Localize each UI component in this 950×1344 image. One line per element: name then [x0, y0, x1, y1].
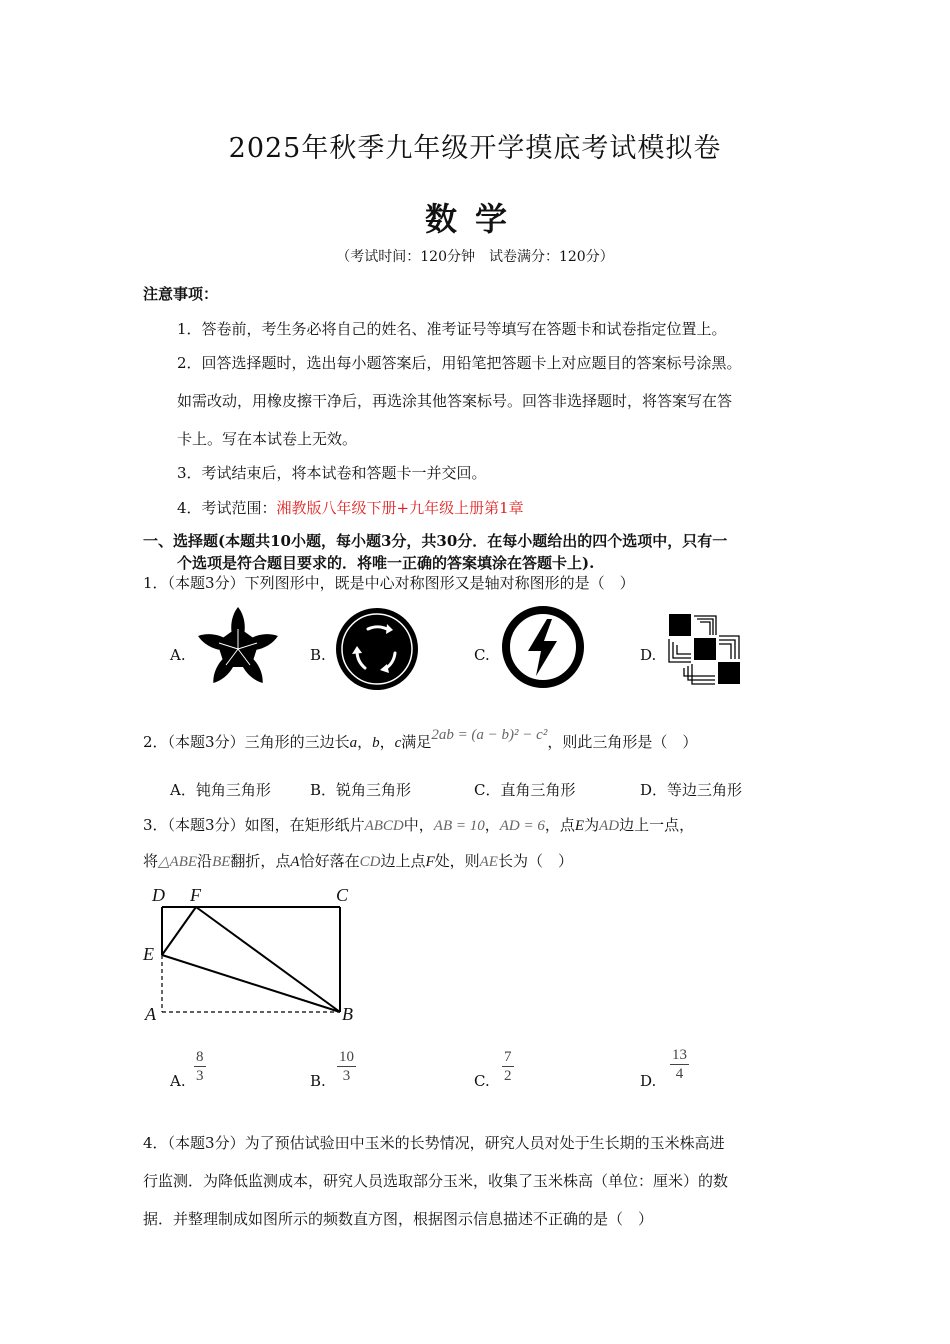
q1-option-b-recycle-arrows-icon	[335, 607, 419, 691]
q3-text-4: ，点	[544, 816, 575, 834]
q1-option-d-squares-icon	[667, 612, 743, 686]
q3-label-f: F	[190, 885, 201, 905]
q3-point-f: F	[425, 854, 435, 870]
subject-title: 数学	[424, 200, 525, 238]
q3-l2-text-3: 翻折，点	[230, 852, 291, 870]
exam-scope: 湘教版八年级下册+九年级上册第1章	[276, 499, 524, 517]
q3-l2-text-2: 沿	[197, 852, 213, 870]
q2-suffix: ，则此三角形是（ ）	[547, 733, 698, 751]
q3-option-a-fraction	[194, 1048, 206, 1085]
note-item-2-cont: 如需改动，用橡皮擦干净后，再选涂其他答案标号。回答非选择题时，将答案写在答	[177, 392, 733, 410]
section1-line1: 一、选择题(本题共10小题，每小题3分，共30分．在每小题给出的四个选项中，只有一	[143, 532, 728, 550]
q3-line-be: BE	[212, 854, 231, 870]
q3-option-b-num: 10	[339, 1049, 354, 1065]
q2-option-c: C．直角三角形	[474, 781, 576, 799]
q3-label-d: D	[152, 885, 165, 905]
q3-side-ad: AD	[599, 818, 620, 834]
q3-segment-ae: AE	[479, 854, 498, 870]
q3-option-d-num: 13	[672, 1047, 687, 1063]
q3-label-b: B	[342, 1004, 353, 1024]
q2-option-a: A．钝角三角形	[170, 781, 271, 799]
q3-text-2: 中，	[403, 816, 434, 834]
note-item-4	[177, 497, 524, 518]
q3-option-b-label: B.	[310, 1072, 326, 1090]
q2-prefix: 2．（本题3分）三角形的三边长	[143, 733, 350, 751]
q2-stem	[143, 727, 698, 752]
q3-option-b-den: 3	[342, 1068, 351, 1084]
note-item-4-label: 4．考试范围：	[177, 499, 277, 517]
q3-point-a: A	[290, 854, 300, 870]
q2-option-d: D．等边三角形	[640, 781, 743, 799]
q1-stem: 1．（本题3分）下列图形中，既是中心对称图形又是轴对称图形的是（ ）	[143, 574, 635, 592]
q3-text-6: 边上一点，	[619, 816, 695, 834]
q3-text-5: 为	[584, 816, 600, 834]
q3-l2-text-1: 将	[143, 852, 159, 870]
q3-stem-line2	[143, 850, 573, 871]
q3-option-c-num: 7	[504, 1049, 512, 1065]
q1-option-c-label: C.	[474, 646, 490, 664]
note-item-3: 3．考试结束后，将本试卷和答题卡一并交回。	[177, 464, 487, 482]
q3-option-b-fraction	[337, 1048, 356, 1085]
q3-option-c-label: C.	[474, 1072, 490, 1090]
q3-point-e: E	[574, 818, 585, 834]
section1-line2: 个选项是符合题目要求的．将唯一正确的答案填涂在答题卡上).	[177, 554, 595, 572]
q1-option-a-star-flower-icon	[195, 604, 281, 686]
q3-option-c-den: 2	[504, 1068, 512, 1084]
q3-l2-text-6: 处，则	[434, 852, 480, 870]
q4-stem-line2: 行监测．为降低监测成本，研究人员选取部分玉米，收集了玉米株高（单位：厘米）的数	[143, 1172, 729, 1190]
q3-option-a-num: 8	[196, 1049, 204, 1065]
note-item-2-cont2: 卡上。写在本试卷上无效。	[177, 430, 358, 448]
q3-ad-length: AD = 6	[499, 818, 545, 834]
q3-l2-text-7: 长为（ ）	[497, 852, 573, 870]
notes-heading: 注意事项：	[143, 285, 219, 303]
q2-sep2: ，	[379, 733, 395, 751]
q2-var-b: b	[372, 735, 380, 751]
q3-text-3: ，	[484, 816, 500, 834]
note-item-1: 1．答卷前，考生务必将自己的姓名、准考证号等填写在答题卡和试卷指定位置上。	[177, 320, 727, 338]
q1-option-b-label: B.	[310, 646, 326, 664]
q4-stem-line1: 4．（本题3分）为了预估试验田中玉米的长势情况，研究人员对处于生长期的玉米株高进	[143, 1134, 725, 1152]
q1-option-c-lightning-icon	[500, 604, 586, 690]
q1-option-d-label: D.	[640, 646, 657, 664]
exam-time-info: （考试时间：120分钟 试卷满分：120分）	[336, 249, 614, 265]
q3-label-e: E	[143, 944, 154, 964]
q2-formula: 2ab = (a − b)² − c²	[431, 727, 548, 743]
q4-stem-line3: 据．并整理制成如图所示的频数直方图，根据图示信息描述不正确的是（ ）	[143, 1210, 654, 1228]
q3-side-cd: CD	[359, 854, 381, 870]
q3-option-a-label: A.	[170, 1072, 186, 1090]
q3-label-c: C	[336, 885, 349, 905]
q2-option-b: B．锐角三角形	[310, 781, 412, 799]
note-item-2: 2．回答选择题时，选出每小题答案后，用铅笔把答题卡上对应题目的答案标号涂黑。	[177, 354, 742, 372]
q3-option-a-den: 3	[196, 1068, 204, 1084]
q3-l2-text-4: 恰好落在	[299, 852, 360, 870]
q3-text-1: 3．（本题3分）如图，在矩形纸片	[143, 816, 365, 834]
q3-option-d-label: D.	[640, 1072, 657, 1090]
q2-var-c: c	[394, 735, 402, 751]
q2-mid: 满足	[401, 733, 432, 751]
q3-stem-line1	[143, 814, 694, 835]
q3-option-d-fraction	[670, 1046, 689, 1083]
q1-option-a-label: A.	[170, 646, 186, 664]
q2-sep1: ，	[357, 733, 373, 751]
q3-rectangle-fold-figure	[140, 880, 370, 1030]
exam-title: 2025年秋季九年级开学摸底考试模拟卷	[228, 133, 722, 164]
q3-option-d-den: 4	[675, 1066, 684, 1082]
q2-var-a: a	[349, 735, 358, 751]
q3-ab-length: AB = 10	[433, 818, 485, 834]
q3-option-c-fraction	[502, 1048, 514, 1085]
q3-label-a: A	[145, 1004, 156, 1024]
q3-l2-text-5: 边上点	[380, 852, 426, 870]
q3-rect-name: ABCD	[364, 818, 404, 834]
q3-triangle-abe: △ABE	[158, 854, 198, 870]
